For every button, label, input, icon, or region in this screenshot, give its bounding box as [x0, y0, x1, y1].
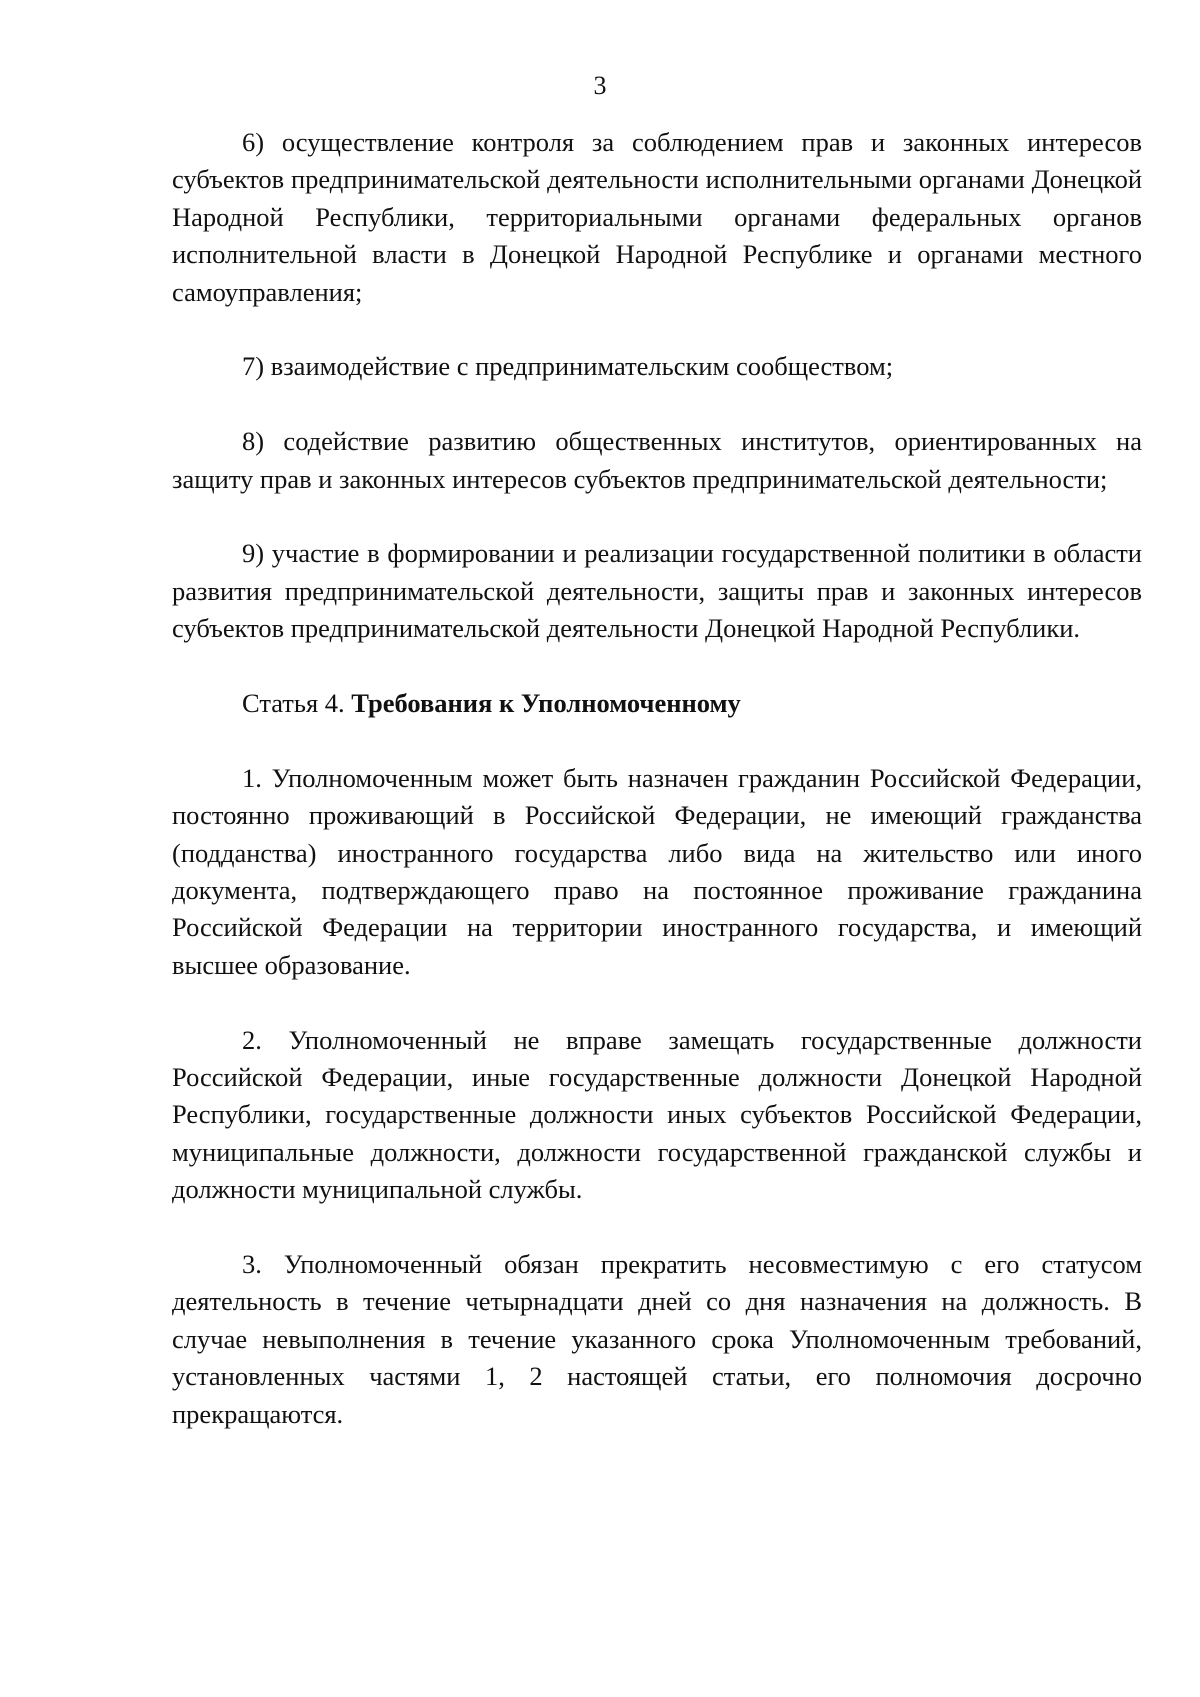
document-body: [172, 124, 1142, 1471]
article-title: Требования к Уполномоченному: [351, 688, 741, 719]
article-label: Статья 4.: [242, 688, 345, 719]
list-item-8: 8) содействие развитию общественных институтов, ориентированных на защиту прав и законных интересов субъектов предпринимательской деятельности;: [172, 426, 1142, 494]
clause-3: 3. Уполномоченный обязан прекратить несовместимую с его статусом деятельность в течение четырнадцати дней со дня назначения на должность. В случае невыполнения в течение указанного срока Уполномоченным требований, установленных частями 1, 2 настоящей статьи, его полномочия досрочно прекращаются.: [172, 1249, 1142, 1429]
page-number: 3: [593, 71, 607, 100]
list-item-7: 7) взаимодействие с предпринимательским сообществом;: [242, 351, 894, 382]
clause-1: 1. Уполномоченным может быть назначен гражданин Российской Федерации, постоянно проживающий в Российской Федерации, не имеющий гражданства (подданства) иностранного государства либо вида на жительство или иного документа, подтверждающего право на постоянное проживание гражданина Российской Федерации на территории иностранного государства, и имеющий высшее образование.: [172, 762, 1142, 980]
article-heading: [172, 685, 1142, 722]
list-item-6: 6) осуществление контроля за соблюдением прав и законных интересов субъектов предпринимательской деятельности исполнительными органами Донецкой Народной Республики, территориальными органами федеральных органов исполнительной власти в Донецкой Народной Республике и органами местного самоуправления;: [172, 127, 1142, 307]
list-item-9: 9) участие в формировании и реализации государственной политики в области развития предпринимательской деятельности, защиты прав и законных интересов субъектов предпринимательской деятельности Донецкой Народной Республики.: [172, 538, 1142, 644]
clause-2: 2. Уполномоченный не вправе замещать государственные должности Российской Федерации, иные государственные должности Донецкой Народной Республики, государственные должности иных субъектов Российской Федерации, муниципальные должности, должности государственной гражданской службы и должности муниципальной службы.: [172, 1024, 1142, 1205]
